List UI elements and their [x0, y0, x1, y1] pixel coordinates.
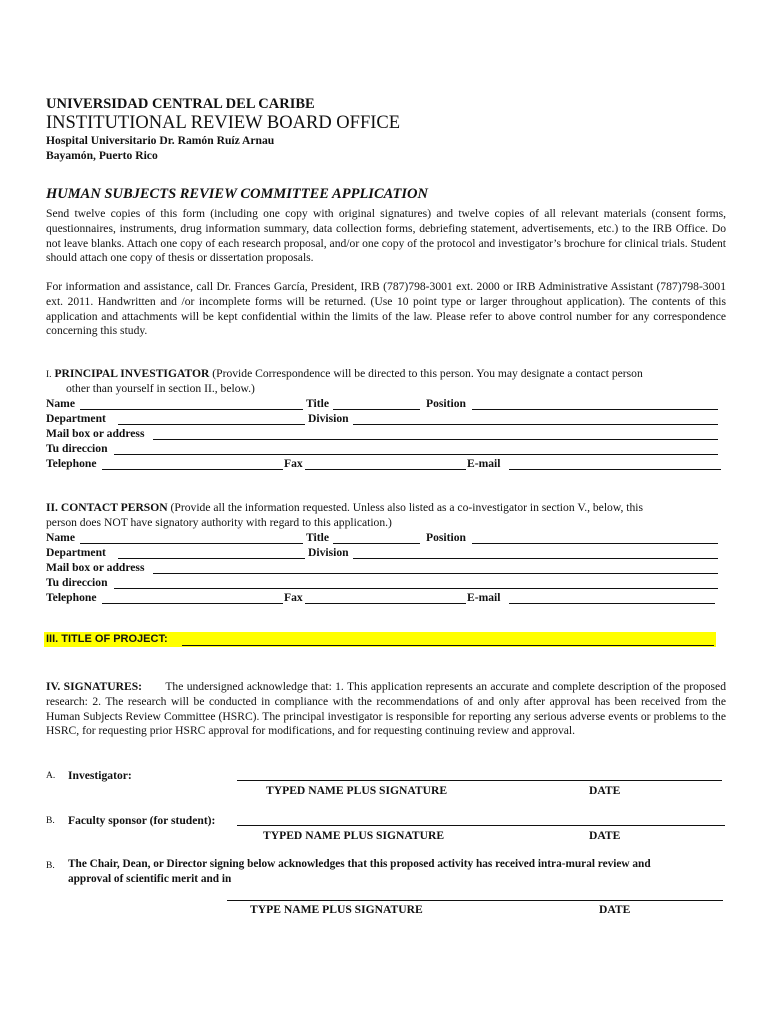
s2-title-field[interactable] [333, 543, 420, 544]
s2-mailbox-label: Mail box or address [46, 561, 145, 574]
s2-division-label: Division [308, 546, 349, 559]
section2-heading: II. CONTACT PERSON [46, 501, 168, 514]
sig-a-letter: A. [46, 771, 56, 781]
section1-note: (Provide Correspondence will be directed to this person. You may designate a contact person [209, 367, 643, 380]
section2-note: (Provide all the information requested. Unless also listed as a co-investigator in section V., below, this [167, 501, 644, 514]
s2-direccion-field[interactable] [114, 588, 718, 589]
s1-division-label: Division [308, 412, 349, 425]
s2-position-label: Position [426, 531, 466, 544]
s1-email-label: E-mail [467, 457, 501, 470]
s2-position-field[interactable] [472, 543, 718, 544]
s1-title-field[interactable] [333, 409, 420, 410]
sig-c-date: DATE [599, 903, 631, 916]
form-title: HUMAN SUBJECTS REVIEW COMMITTEE APPLICATION [46, 186, 428, 202]
signatures-paragraph [46, 680, 726, 739]
sig-a-date: DATE [589, 784, 621, 797]
intro-paragraph-2: For information and assistance, call Dr. Frances García, President, IRB (787)798-3001 ext. 2000 or IRB Administrative Assistant (787)798-3001 ext. 2011. Handwritten and /or incomplete forms will be returned. (Use 10 point type or larger throughout application). The contents of this application and attachments will be kept confidential within the limits of the law. Please refer to above control number for any correspondence concerning this study. [46, 280, 726, 338]
s1-telephone-label: Telephone [46, 457, 97, 470]
s2-fax-label: Fax [284, 591, 303, 604]
sig-b-label: Faculty sponsor (for student): [68, 814, 216, 827]
section2-note-2: person does NOT have signatory authority with regard to this application.) [46, 516, 392, 529]
s1-name-label: Name [46, 397, 75, 410]
sig-c-type-name: TYPE NAME PLUS SIGNATURE [250, 903, 423, 916]
s2-telephone-field[interactable] [102, 603, 283, 604]
sig-b-typed-name: TYPED NAME PLUS SIGNATURE [263, 829, 445, 842]
s2-telephone-label: Telephone [46, 591, 97, 604]
project-title-label: III. TITLE OF PROJECT: [46, 633, 168, 645]
section1-heading: PRINCIPAL INVESTIGATOR [54, 367, 210, 380]
section1-number: I. [46, 370, 52, 380]
s1-position-label: Position [426, 397, 466, 410]
sig-c-letter: B. [46, 861, 55, 871]
sig-b-date: DATE [589, 829, 621, 842]
city-name: Bayamón, Puerto Rico [46, 149, 158, 162]
s2-department-field[interactable] [118, 558, 305, 559]
section4-heading: IV. SIGNATURES: [46, 680, 143, 693]
s1-department-field[interactable] [118, 424, 305, 425]
s2-mailbox-field[interactable] [153, 573, 718, 574]
s2-division-field[interactable] [353, 558, 718, 559]
section1-header [46, 367, 643, 380]
project-title-field[interactable] [182, 645, 714, 646]
section4-text: The undersigned acknowledge that: 1. This application represents an accurate and complete description of the proposed research: 2. The research will be conducted in compliance with the recommendations of and only after approval has been received from the Human Subjects Review Committee (HSRC). The principal investigator is responsible for reporting any serious adverse events or problems to the HSRC, for requesting prior HSRC approval for modifications, and for requesting continuing review and approval. [46, 680, 726, 738]
sig-c-text-2: approval of scientific merit and in [68, 873, 232, 885]
sig-c-signature-line[interactable] [227, 900, 723, 901]
s2-email-label: E-mail [467, 591, 501, 604]
s1-name-field[interactable] [80, 409, 303, 410]
s1-department-label: Department [46, 412, 106, 425]
section1-note-2: other than yourself in section II., below.) [66, 382, 255, 395]
sig-b-letter: B. [46, 816, 55, 826]
s2-fax-field[interactable] [305, 603, 466, 604]
s2-email-field[interactable] [509, 603, 715, 604]
sig-c-text-1: The Chair, Dean, or Director signing below acknowledges that this proposed activity has received intra-mural review and [68, 858, 651, 870]
sig-a-label: Investigator: [68, 769, 132, 782]
s1-position-field[interactable] [472, 409, 718, 410]
intro-paragraph-1: Send twelve copies of this form (including one copy with original signatures) and twelve copies of all relevant materials (consent forms, questionnaires, instruments, drug information summary, data collection forms, debriefing statement, advertisements, etc.) to the IRB Office. Do not leave blanks. Attach one copy of each research proposal, and/or one copy of the protocol and investigator’s brochure for clinical trials. Student should attach one copy of thesis or dissertation proposals. [46, 207, 726, 265]
s2-direccion-label: Tu direccion [46, 576, 108, 589]
s1-fax-field[interactable] [305, 469, 466, 470]
s2-department-label: Department [46, 546, 106, 559]
s1-mailbox-label: Mail box or address [46, 427, 145, 440]
s1-fax-label: Fax [284, 457, 303, 470]
s1-telephone-field[interactable] [102, 469, 283, 470]
sig-b-signature-line[interactable] [237, 825, 725, 826]
s1-direccion-label: Tu direccion [46, 442, 108, 455]
s1-title-label: Title [306, 397, 329, 410]
sig-a-signature-line[interactable] [237, 780, 722, 781]
office-name: INSTITUTIONAL REVIEW BOARD OFFICE [46, 113, 401, 133]
s1-email-field[interactable] [509, 469, 721, 470]
sig-a-typed-name: TYPED NAME PLUS SIGNATURE [266, 784, 448, 797]
hospital-name: Hospital Universitario Dr. Ramón Ruíz Arnau [46, 134, 275, 147]
s1-division-field[interactable] [353, 424, 718, 425]
section2-header [46, 501, 643, 514]
s2-name-label: Name [46, 531, 75, 544]
s1-direccion-field[interactable] [114, 454, 718, 455]
s1-mailbox-field[interactable] [153, 439, 718, 440]
s2-title-label: Title [306, 531, 329, 544]
s2-name-field[interactable] [80, 543, 303, 544]
university-name: UNIVERSIDAD CENTRAL DEL CARIBE [46, 96, 315, 112]
